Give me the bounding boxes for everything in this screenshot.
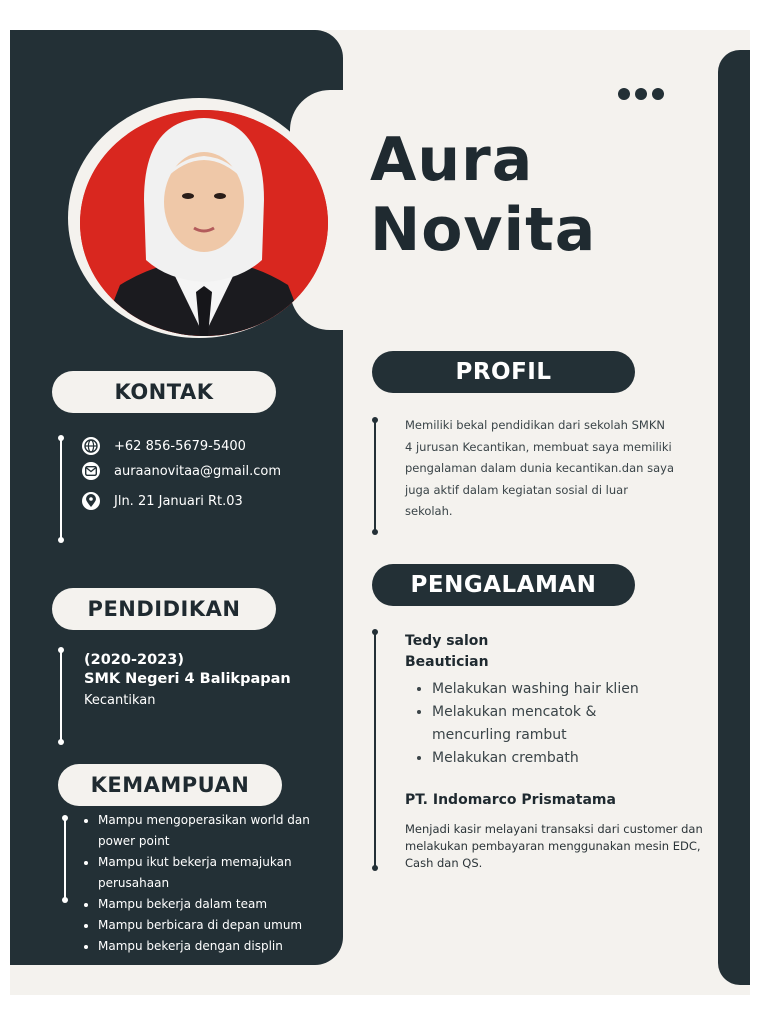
education-divider <box>60 650 62 742</box>
duty-item: • Melakukan washing hair klien <box>432 678 652 701</box>
candidate-name <box>370 125 596 265</box>
skill-item: • Mampu bekerja dalam team <box>98 894 343 915</box>
globe-icon <box>82 437 100 455</box>
skills-heading: KEMAMPUAN <box>58 764 282 806</box>
profile-photo <box>80 110 328 336</box>
profile-divider <box>374 420 376 532</box>
email-icon <box>82 462 100 480</box>
right-accent-bar <box>718 50 750 985</box>
duty-item: • Melakukan mencatok & mencurling rambut <box>432 701 652 747</box>
experience-heading: PENGALAMAN <box>372 564 635 606</box>
skill-item: • Mampu mengoperasikan world dan power point <box>98 810 343 852</box>
contact-divider <box>60 438 62 540</box>
more-dots-icon <box>618 88 664 100</box>
duty-item: • Melakukan crembath <box>432 747 652 770</box>
education-years: (2020-2023) <box>84 652 184 668</box>
contact-address <box>82 492 243 510</box>
education-major: Kecantikan <box>84 693 156 708</box>
experience-divider <box>374 632 376 868</box>
job1-duties <box>418 678 652 770</box>
address-text: Jln. 21 Januari Rt.03 <box>114 493 243 509</box>
location-pin-icon <box>82 492 100 510</box>
profile-heading: PROFIL <box>372 351 635 393</box>
skill-item: • Mampu berbicara di depan umum <box>98 915 343 936</box>
job1-company: Tedy salon <box>405 633 489 649</box>
skill-item: • Mampu ikut bekerja memajukan perusahaan <box>98 852 343 894</box>
email-text[interactable]: auraanovitaa@gmail.com <box>114 463 282 479</box>
first-name: Aura <box>370 125 534 195</box>
job1-role: Beautician <box>405 654 489 670</box>
skills-list <box>84 810 343 957</box>
job2-company: PT. Indomarco Prismatama <box>405 792 616 808</box>
skill-item: • Mampu bekerja dengan displin <box>98 936 343 957</box>
education-heading: PENDIDIKAN <box>52 588 276 630</box>
phone-text: +62 856-5679-5400 <box>114 438 246 454</box>
last-name: Novita <box>370 195 597 265</box>
contact-heading: KONTAK <box>52 371 276 413</box>
contact-email <box>82 462 281 480</box>
skills-divider <box>64 818 66 900</box>
profile-text: Memiliki bekal pendidikan dari sekolah SMKN 4 jurusan Kecantikan, membuat saya memiliki pengalaman dalam dunia kecantikan.dan saya juga aktif dalam kegiatan sosial di luar sekolah. <box>405 418 674 518</box>
job2-description: Menjadi kasir melayani transaksi dari customer dan melakukan pembayaran menggunakan mesin EDC, Cash dan QS. <box>405 822 703 870</box>
education-school: SMK Negeri 4 Balikpapan <box>84 671 291 687</box>
contact-phone <box>82 437 246 455</box>
